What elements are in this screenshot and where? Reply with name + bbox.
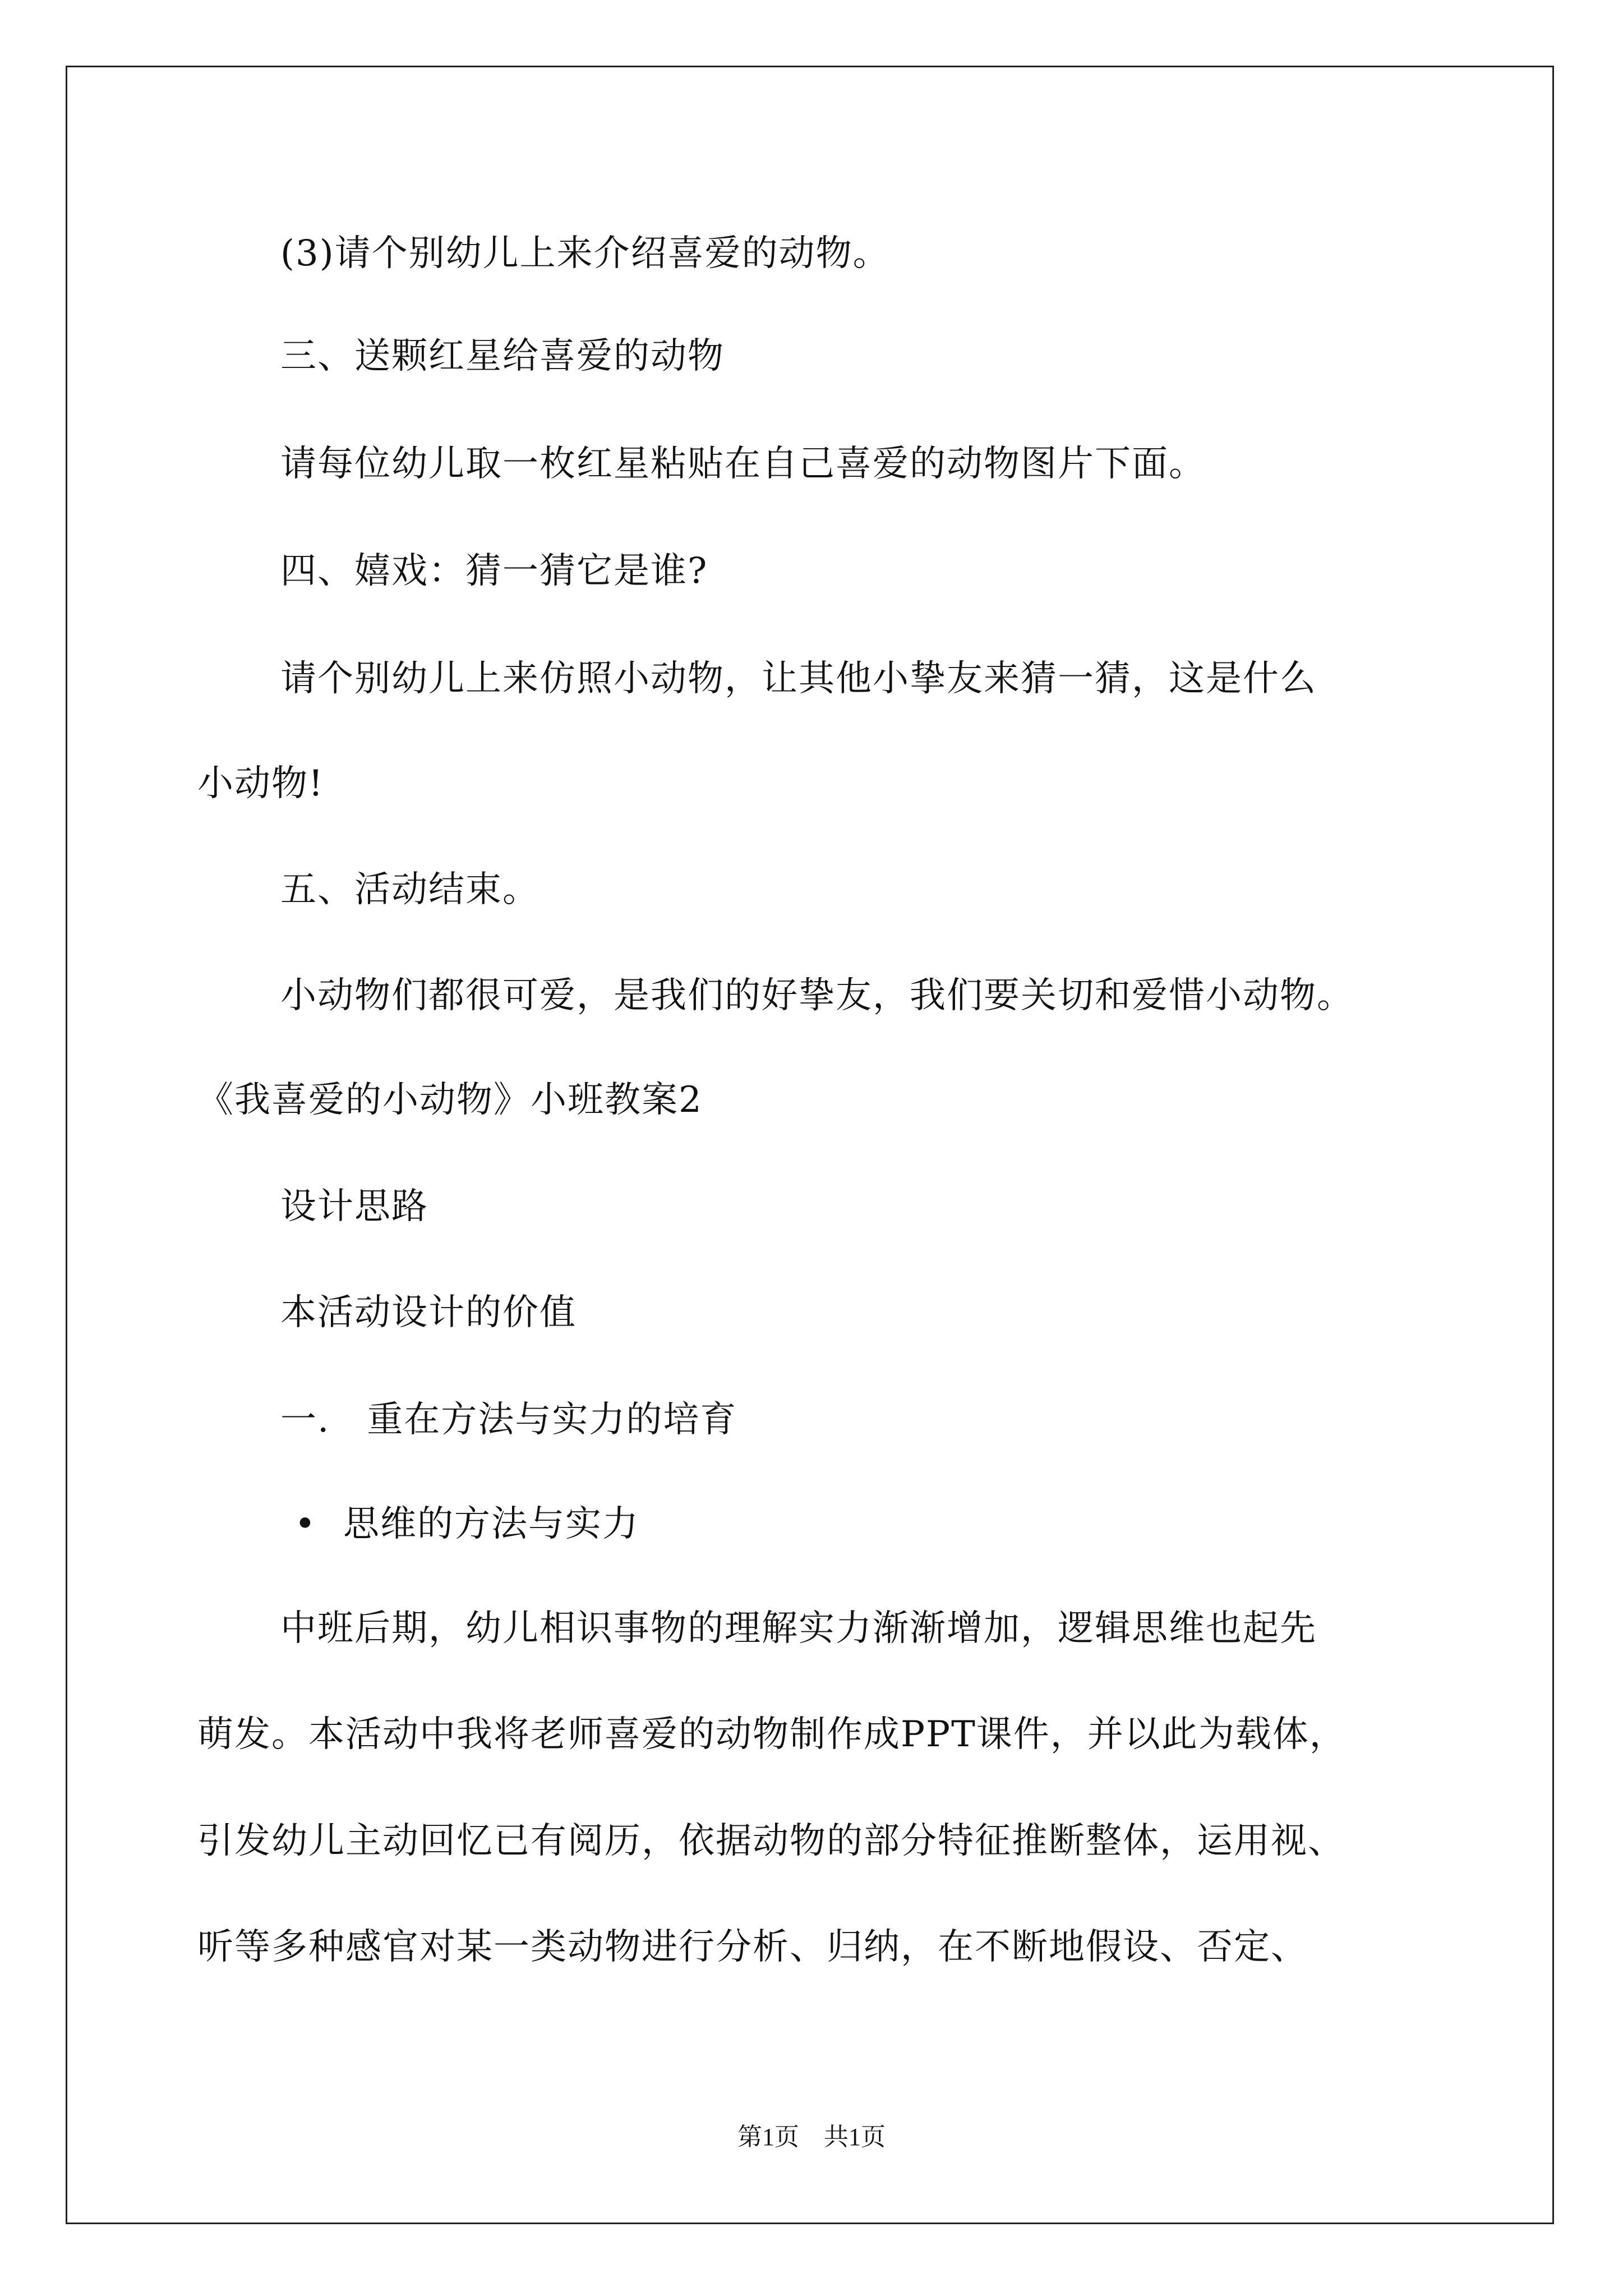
paragraph-line: 萌发。本活动中我将老师喜爱的动物制作成PPT课件，并以此为载体， bbox=[197, 1714, 1347, 1755]
paragraph-line: 请每位幼儿取一枚红星粘贴在自己喜爱的动物图片下面。 bbox=[280, 443, 1206, 485]
paragraph-line: 中班后期，幼儿相识事物的理解实力渐渐增加，逻辑思维也起先 bbox=[280, 1608, 1317, 1649]
paragraph-line: 听等多种感官对某一类动物进行分析、归纳，在不断地假设、否定、 bbox=[197, 1926, 1308, 1968]
paragraph-line: (3)请个别幼儿上来介绍喜爱的动物。 bbox=[280, 233, 890, 274]
paragraph-line: 请个别幼儿上来仿照小动物，让其他小挚友来猜一猜，这是什么 bbox=[280, 658, 1317, 700]
section-heading: 本活动设计的价值 bbox=[280, 1292, 577, 1333]
bullet-marker: • bbox=[294, 1503, 316, 1545]
section-heading: 五、活动结束。 bbox=[280, 869, 540, 910]
paragraph-line: 小动物! bbox=[197, 763, 324, 804]
section-heading: 设计思路 bbox=[280, 1186, 428, 1227]
section-heading: 四、嬉戏：猜一猜它是谁? bbox=[280, 550, 708, 592]
lesson-title: 《我喜爱的小动物》小班教案2 bbox=[197, 1079, 703, 1121]
page-number-footer: 第1页 共1页 bbox=[737, 2123, 886, 2151]
section-heading: 三、送颗红星给喜爱的动物 bbox=[280, 335, 725, 377]
paragraph-line: 小动物们都很可爱，是我们的好挚友，我们要关切和爱惜小动物。 bbox=[280, 975, 1354, 1016]
page-border bbox=[66, 66, 1554, 2224]
bullet-item: 思维的方法与实力 bbox=[343, 1503, 639, 1545]
numbered-heading: 一. 重在方法与实力的培育 bbox=[280, 1399, 737, 1441]
paragraph-line: 引发幼儿主动回忆已有阅历，依据动物的部分特征推断整体，运用视、 bbox=[197, 1820, 1345, 1862]
